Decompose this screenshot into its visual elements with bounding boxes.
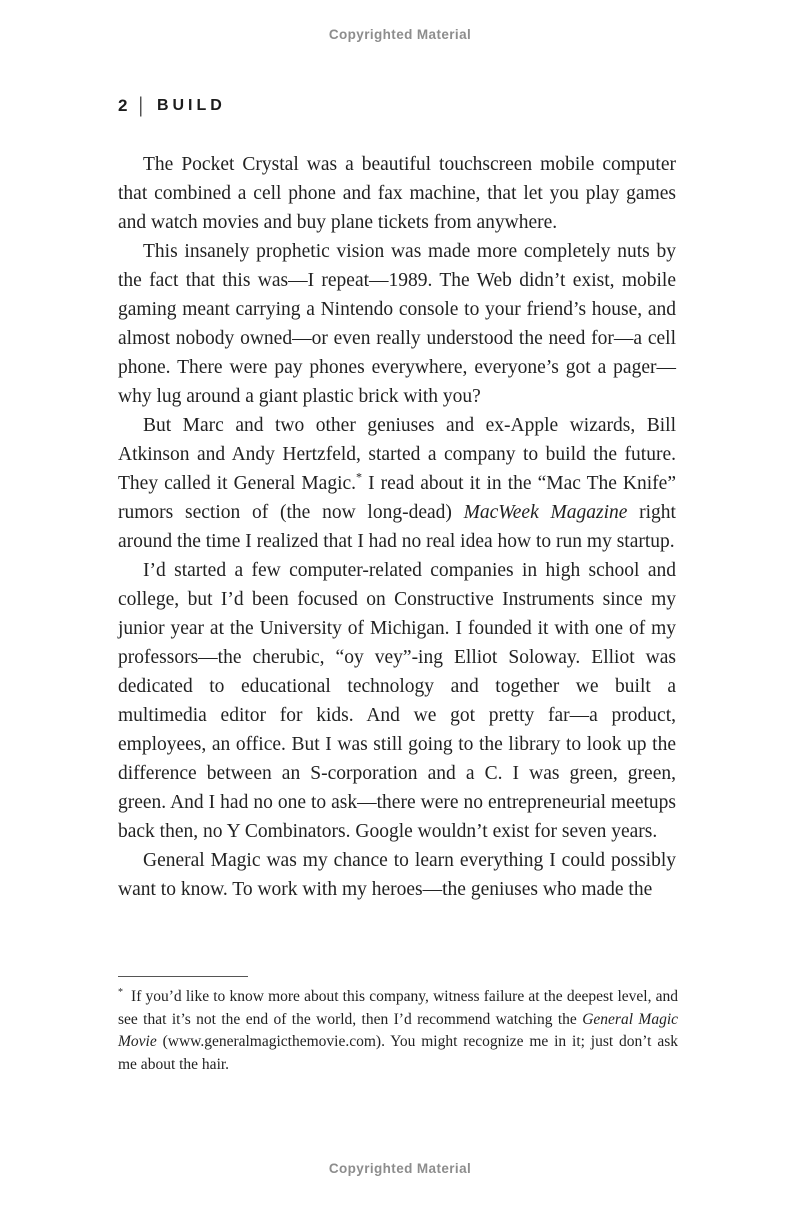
body-text bbox=[118, 150, 676, 904]
footnote bbox=[118, 976, 678, 1076]
paragraph-2: This insanely prophetic vision was made more completely nuts by the fact that this was—I repeat—1989. The Web didn’t exist, mobile gaming meant carrying a Nintendo console to your friend’s house, and almost nobody owned—or even really understood the need for—a cell phone. There were pay phones everywhere, everyone’s got a pager—why lug around a giant plastic brick with you? bbox=[118, 241, 676, 407]
page-number: 2 bbox=[118, 96, 128, 115]
paragraph-1: The Pocket Crystal was a beautiful touchscreen mobile computer that combined a cell phone and fax machine, that let you play games and watch movies and buy plane tickets from anywhere. bbox=[118, 154, 676, 233]
copyright-banner-top: Copyrighted Material bbox=[328, 27, 472, 42]
header-separator: | bbox=[139, 94, 144, 117]
paragraph-5: General Magic was my chance to learn everything I could possibly want to know. To work with my heroes—the geniuses who made the bbox=[118, 850, 676, 900]
footnote-text: * If you’d like to know more about this company, witness failure at the deepest level, and see that it’s not the end of the world, then I’d recommend watching the General Magic Movie (www.generalmagicthemovie.com). You might recognize me in it; just don’t ask me about the hair. bbox=[118, 986, 679, 1073]
paragraph-4: I’d started a few computer-related companies in high school and college, but I’d been focused on Constructive Instruments since my junior year at the University of Michigan. I founded it with one of my professors—the cherubic, “oy vey”-ing Elliot Soloway. Elliot was dedicated to educational technology and together we built a multimedia editor for kids. And we got pretty far—a product, employees, an office. But I was still going to the library to look up the difference between an S-corporation and a C. I was green, green, green. And I had no one to ask—there were no entrepreneurial meetups back then, no Y Combinators. Google wouldn’t exist for seven years. bbox=[118, 560, 676, 842]
paragraph-3: But Marc and two other geniuses and ex-Apple wizards, Bill Atkinson and Andy Hertzfeld, started a company to build the future. They called it General Magic.* I read about it in the “Mac The Knife” rumors section of (the now long-dead) MacWeek Magazine right around the time I realized that I had no real idea how to run my startup. bbox=[118, 415, 676, 552]
book-title: BUILD bbox=[156, 97, 226, 114]
footnote-divider bbox=[118, 976, 248, 977]
page-header bbox=[118, 94, 226, 118]
copyright-banner-bottom: Copyrighted Material bbox=[328, 1161, 472, 1176]
